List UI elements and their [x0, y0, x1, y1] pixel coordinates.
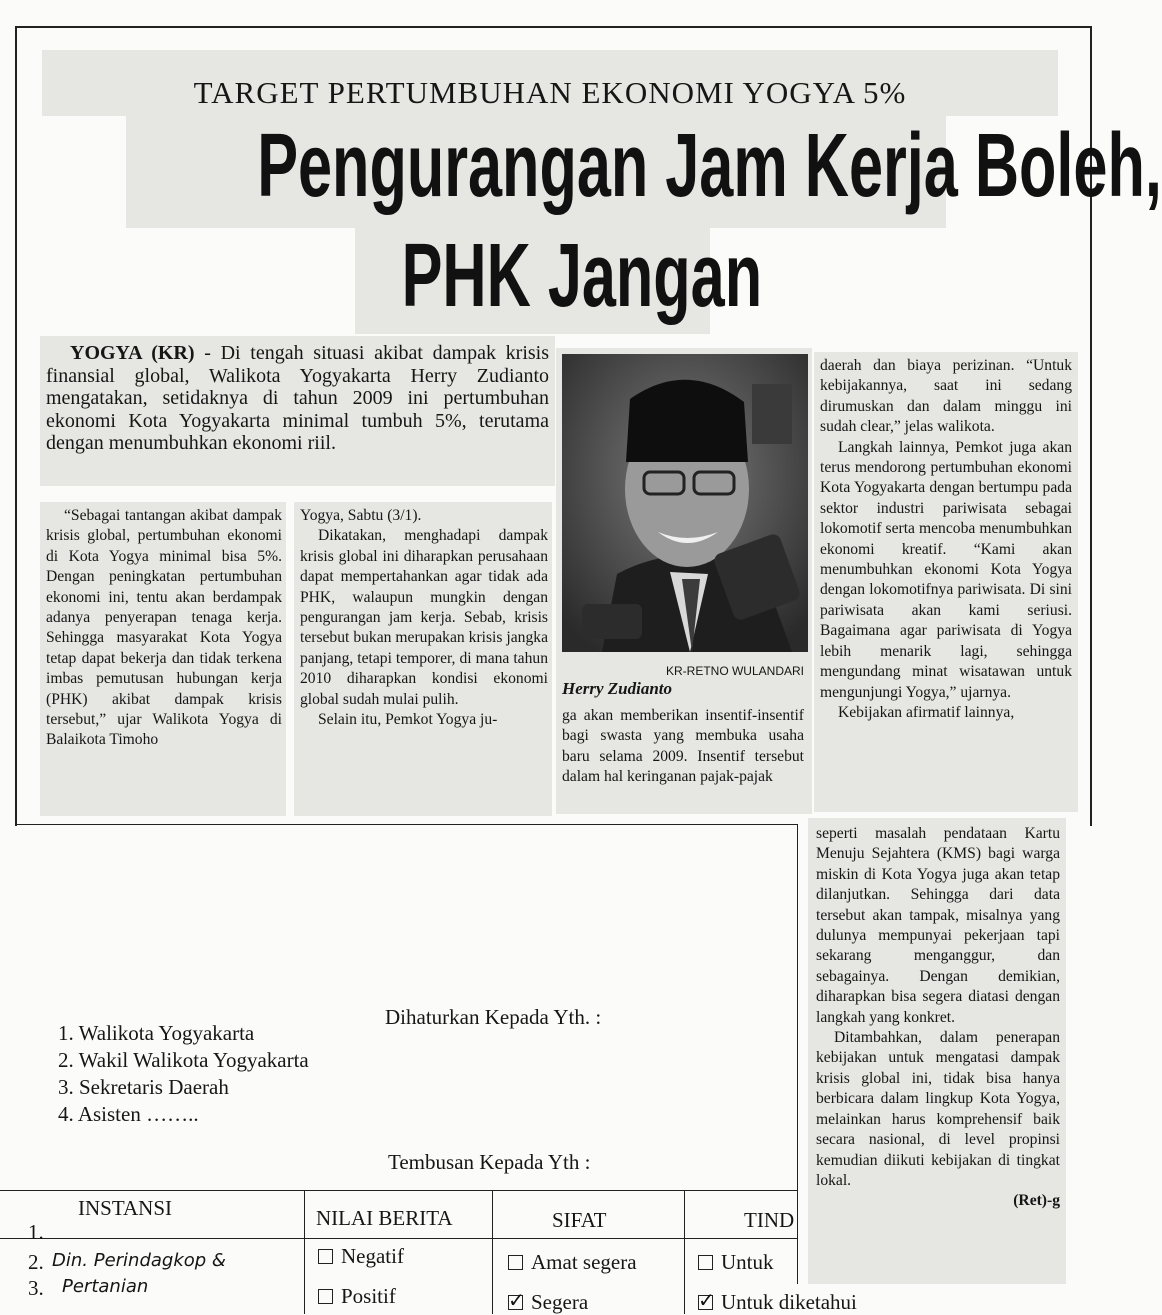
frame-bottom-left — [15, 824, 797, 825]
recipient-item: 2. Wakil Walikota Yogyakarta — [58, 1048, 309, 1072]
handwritten-instansi-line1: Din. Perindagkop & — [52, 1250, 226, 1271]
column-1-paragraph: “Sebagai tantangan akibat dampak krisis global, pertumbuhan ekonomi di Kota Yogya minimal bisa 5%. Dengan peningkatan pertumbuhan ekonomi ini, tentu akan berdampak adanya penyerapan tenaga kerja. Sehingga masyarakat Kota Yogya tetap dapat bekerja dan tidak terkena imbas pemutusan hubungan kerja (PHK) akibat dampak krisis tersebut,” ujar Walikota Yogya di Balaikota Timoho — [46, 507, 282, 749]
option-positif-label: Positif — [341, 1284, 396, 1308]
handwritten-instansi-line2: Pertanian — [62, 1276, 149, 1297]
recipient-item: 4. Asisten …….. — [58, 1102, 199, 1126]
frame-step-vertical — [797, 824, 798, 1284]
article-column-3 — [558, 706, 808, 812]
table-header-nilai-berita: NILAI BERITA — [316, 1206, 453, 1230]
checkbox-positif[interactable] — [318, 1289, 333, 1304]
headline-line1: Pengurangan Jam Kerja Boleh, — [257, 116, 1162, 216]
column-2-dateline: Yogya, Sabtu (3/1). — [300, 507, 422, 524]
headline-line2: PHK Jangan — [401, 226, 763, 326]
lead-dateline: YOGYA (KR) — [70, 342, 195, 364]
table-top-line — [0, 1190, 797, 1191]
column-3-paragraph: ga akan memberikan insentif-insentif bagi swasta yang membuka usaha baru selama 2009. Insentif tersebut dalam hal keringanan pajak-pajak — [562, 707, 804, 786]
checkbox-untuk-diketahui-checked[interactable] — [698, 1295, 713, 1310]
recipient-list — [58, 1020, 309, 1128]
option-amat-segera[interactable] — [508, 1250, 637, 1275]
addressed-heading: Dihaturkan Kepada Yth. : — [385, 1005, 602, 1029]
column-2-paragraph-1: Dikatakan, menghadapi dampak krisis global ini diharapkan perusahaan dapat mempertahankan agar tidak ada PHK, walaupun mungkin dengan pengurangan jam kerja. Sebab, krisis tersebut bukan merupakan krisis jangka panjang, tetapi temporer, di mana tahun 2010 diharapkan kondisi ekonomi global sudah mulai pulih. — [300, 527, 548, 708]
column-2-paragraph-2: Selain itu, Pemkot Yogya ju- — [318, 711, 498, 729]
column-4-paragraph-0: daerah dan biaya perizinan. “Untuk kebijakannya, saat ini sedang dirumuskan dan dalam minggu ini sudah clear,” jelas walikota. — [820, 357, 1072, 436]
lead-paragraph — [40, 336, 555, 486]
lead-text: - Di tengah situasi akibat dampak krisis finansial global, Walikota Yogyakarta Herry Zudianto mengatakan, setidaknya di tahun 2009 ini pertumbuhan ekonomi Kota Yogyakarta minimal tumbuh 5%, terutama dengan menumbuhkan ekonomi riil. — [46, 342, 549, 454]
column-4-paragraph-1: Langkah lainnya, Pemkot juga akan terus mendorong pertumbuhan ekonomi Kota Yogyakarta dengan bertumpu pada sektor industri pariwisata sebagai lokomotif serta mencoba menumbuhkan ekonomi kreatif. “Kami akan menumbuhkan ekonomi Kota Yogya dengan lokomotifnya pariwisata. Di sini pariwisata akan kami seriusi. Bagaimana agar pariwisata di Yogya lebih menarik lagi, sehingga mengundang minat wisatawan untuk mengunjungi Yogya,” ujarnya. — [820, 438, 1072, 701]
column-4-paragraph-2: Kebijakan afirmatif lainnya, — [838, 703, 1015, 721]
portrait-illustration — [562, 354, 808, 652]
option-negatif[interactable] — [318, 1244, 404, 1269]
row-number: 3. — [28, 1276, 44, 1300]
checkbox-negatif[interactable] — [318, 1249, 333, 1264]
column-5-paragraph-1: Ditambahkan, dalam penerapan kebijakan untuk mengatasi dampak krisis global ini, tidak bisa hanya berbicara dalam lingkup Kota Yogya, melainkan harus komprehensif baik secara nasional, di level propinsi kemudian diikuti kebijakan di tingkat lokal. — [816, 1029, 1060, 1189]
option-amat-segera-label: Amat segera — [531, 1250, 637, 1274]
article-column-2 — [294, 502, 552, 816]
photo-caption: Herry Zudianto — [562, 679, 673, 698]
checkbox-amat-segera[interactable] — [508, 1255, 523, 1270]
article-signoff: (Ret)-g — [1013, 1192, 1060, 1210]
article-column-4 — [814, 352, 1078, 812]
option-segera-label: Segera — [531, 1290, 589, 1314]
table-header-sifat: SIFAT — [552, 1208, 607, 1232]
option-negatif-label: Negatif — [341, 1244, 404, 1268]
recipient-item: 1. Walikota Yogyakarta — [58, 1021, 255, 1045]
table-divider-1 — [304, 1190, 305, 1314]
table-header-line — [0, 1238, 797, 1239]
checkbox-untuk[interactable] — [698, 1255, 713, 1270]
table-header-instansi: INSTANSI — [78, 1196, 172, 1220]
row-number: 2. — [28, 1250, 44, 1274]
recipient-item: 3. Sekretaris Daerah — [58, 1075, 229, 1099]
table-header-tindak: TIND — [744, 1208, 795, 1232]
row-number: 1. — [28, 1220, 44, 1244]
option-positif[interactable] — [318, 1284, 396, 1309]
option-untuk-label: Untuk — [721, 1250, 774, 1274]
photo-credit: KR-RETNO WULANDARI — [665, 664, 804, 678]
table-divider-3 — [684, 1190, 685, 1314]
article-column-1 — [40, 502, 286, 816]
cc-heading: Tembusan Kepada Yth : — [388, 1150, 591, 1174]
column-5-paragraph-0: seperti masalah pendataan Kartu Menuju Sejahtera (KMS) bagi warga miskin di Kota Yogya juga akan tetap dilanjutkan. Sehingga dari data tersebut akan tampak, misalnya yang dulunya mempunyai pekerjaan tapi sekarang menganggur, dan sebagainya. Dengan demikian, diharapkan bisa segera diatasi dengan langkah yang konkret. — [816, 825, 1060, 1026]
table-divider-2 — [492, 1190, 493, 1314]
option-untuk-diketahui[interactable] — [698, 1290, 857, 1315]
option-segera[interactable] — [508, 1290, 588, 1315]
article-kicker: TARGET PERTUMBUHAN EKONOMI YOGYA 5% — [42, 50, 1058, 116]
option-untuk[interactable] — [698, 1250, 774, 1275]
article-column-5 — [808, 818, 1066, 1284]
photo-herry-zudianto — [562, 354, 808, 652]
option-untuk-diketahui-label: Untuk diketahui — [721, 1290, 857, 1314]
checkbox-segera-checked[interactable] — [508, 1295, 523, 1310]
